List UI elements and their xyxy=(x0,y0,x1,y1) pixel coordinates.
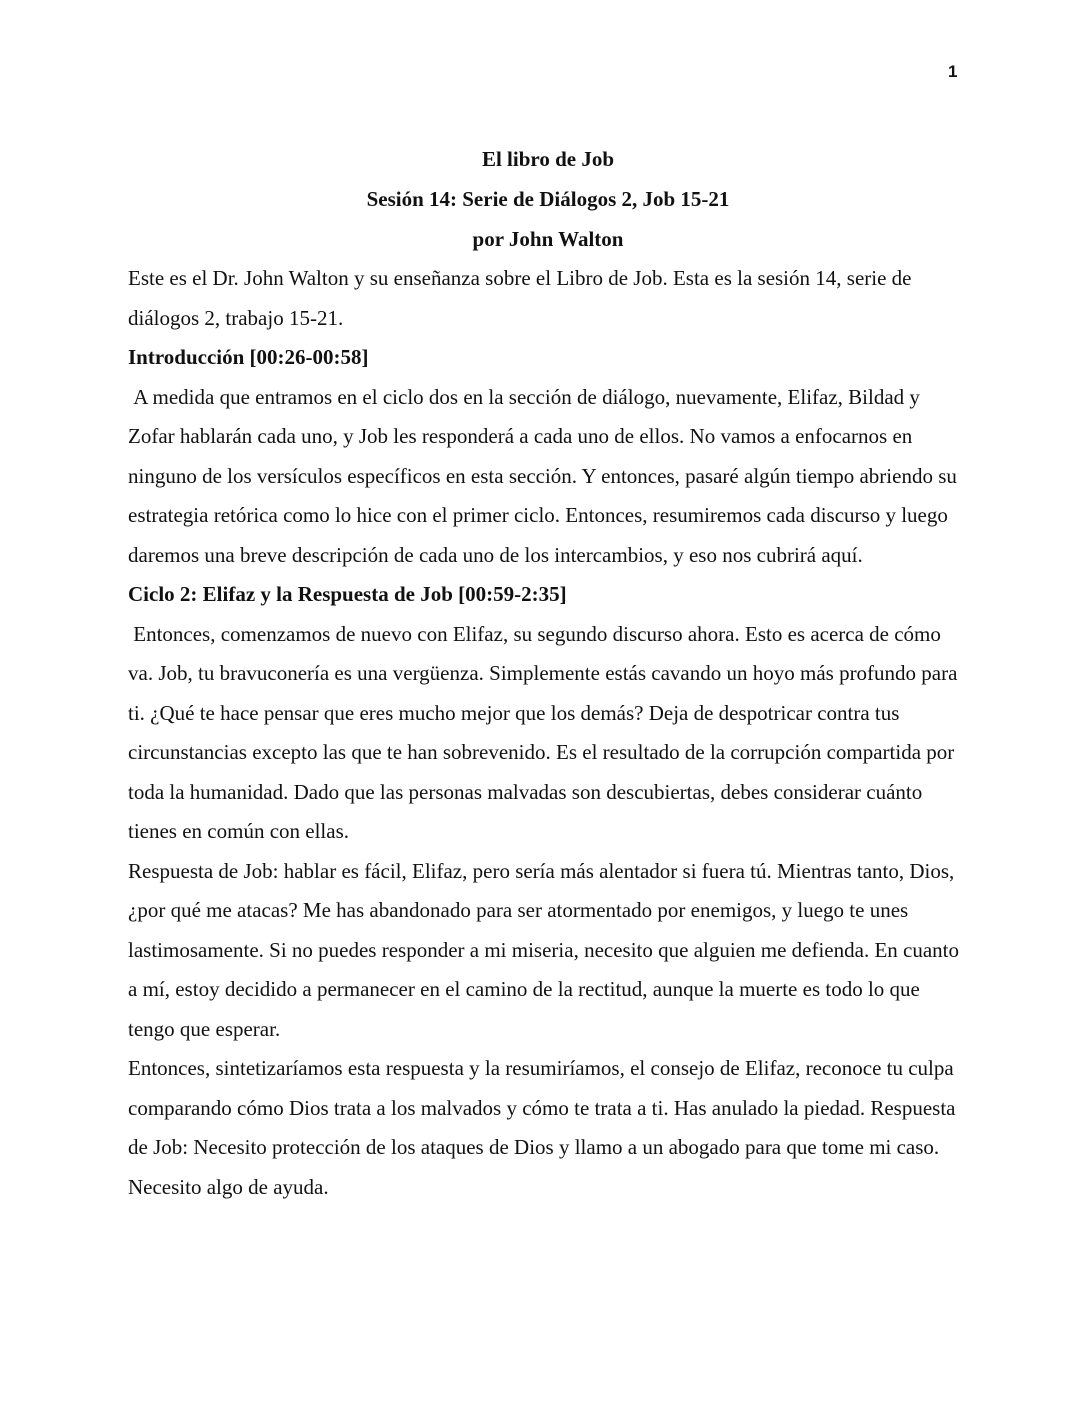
document-body xyxy=(128,259,970,1207)
document-title: El libro de Job xyxy=(481,147,615,171)
page-number: 1 xyxy=(948,62,958,81)
section-heading-introduccion: Introducción [00:26-00:58] xyxy=(128,345,369,369)
intro-paragraph: Este es el Dr. John Walton y su enseñanza sobre el Libro de Job. Esta es la sesión 14, serie de diálogos 2, trabajo 15-21. xyxy=(128,266,912,330)
session-title: Sesión 14: Serie de Diálogos 2, Job 15-21 xyxy=(366,187,730,211)
paragraph: Respuesta de Job: hablar es fácil, Elifaz, pero sería más alentador si fuera tú. Mientras tanto, Dios, ¿por qué me atacas? Me has abandonado para ser atormentado por enemigos, y luego te unes lastimosamente. Si no puedes responder a mi miseria, necesito que alguien me defienda. En cuanto a mí, estoy decidido a permanecer en el camino de la rectitud, aunque la muerte es todo lo que tengo que esperar. xyxy=(128,858,959,1041)
section-heading-ciclo-2: Ciclo 2: Elifaz y la Respuesta de Job [00:59-2:35] xyxy=(128,582,567,606)
author-line: por John Walton xyxy=(472,227,624,251)
paragraph: A medida que entramos en el ciclo dos en la sección de diálogo, nuevamente, Elifaz, Bildad y Zofar hablarán cada uno, y Job les responderá a cada uno de ellos. No vamos a enfocarnos en ninguno de los versículos específicos en esta sección. Y entonces, pasaré algún tiempo abriendo su estrategia retórica como lo hice con el primer ciclo. Entonces, resumiremos cada discurso y luego daremos una breve descripción de cada uno de los intercambios, y eso nos cubrirá aquí. xyxy=(128,384,963,567)
paragraph: Entonces, comenzamos de nuevo con Elifaz, su segundo discurso ahora. Esto es acerca de cómo va. Job, tu bravuconería es una vergüenza. Simplemente estás cavando un hoyo más profundo para ti. ¿Qué te hace pensar que eres mucho mejor que los demás? Deja de despotricar contra tus circunstancias excepto las que te han sobrevenido. Es el resultado de la corrupción compartida por toda la humanidad. Dado que las personas malvadas son descubiertas, debes considerar cuánto tienes en común con ellas. xyxy=(128,621,963,843)
document-header xyxy=(128,139,968,259)
paragraph: Entonces, sintetizaríamos esta respuesta y la resumiríamos, el consejo de Elifaz, reconoce tu culpa comparando cómo Dios trata a los malvados y cómo te trata a ti. Has anulado la piedad. Respuesta de Job: Necesito protección de los ataques de Dios y llamo a un abogado para que tome mi caso. Necesito algo de ayuda. xyxy=(128,1056,956,1199)
